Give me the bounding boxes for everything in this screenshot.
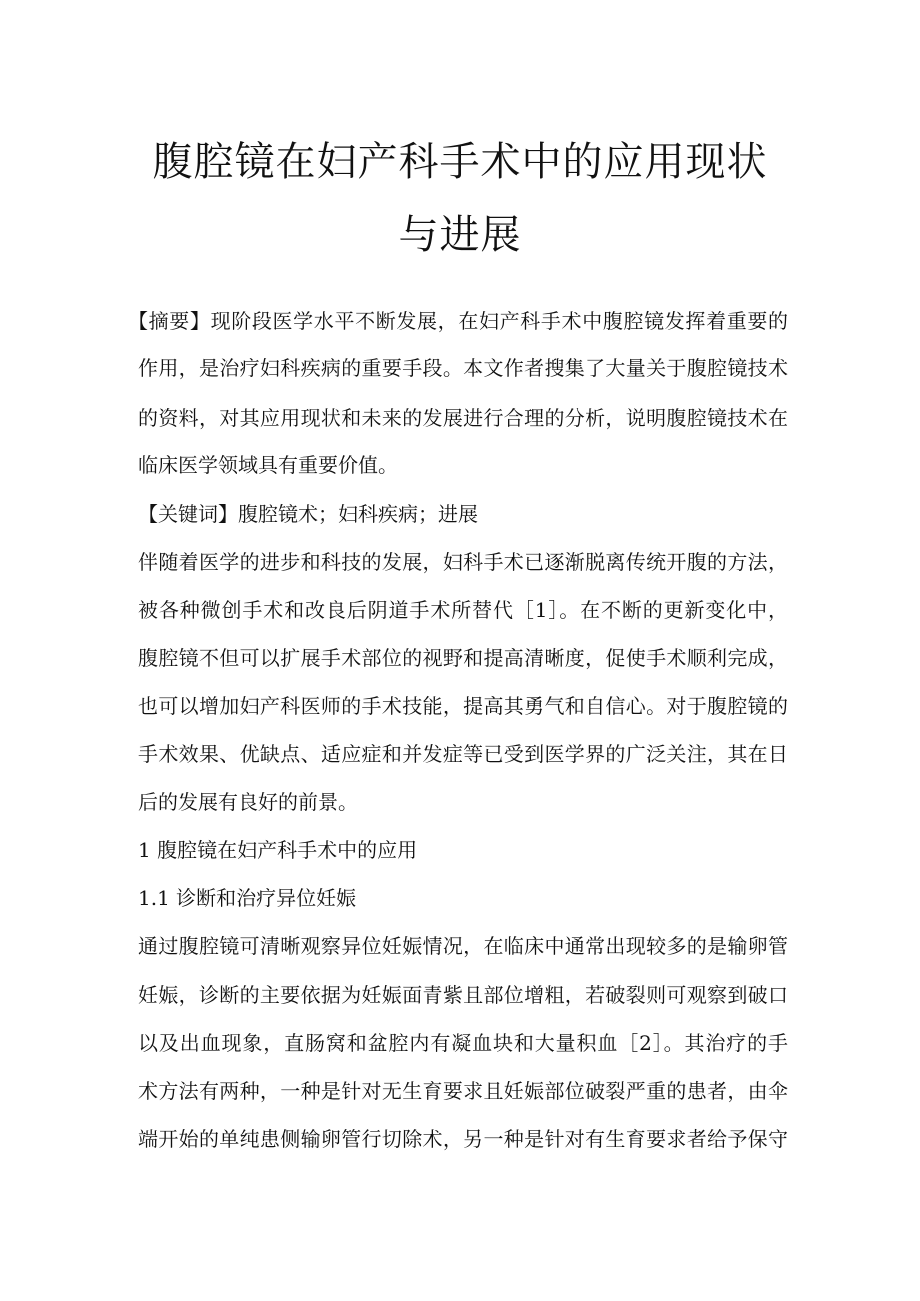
keywords-line: 【关键词】腹腔镜术；妇科疾病；进展	[138, 502, 478, 526]
section-paragraph-line: 以及出血现象，直肠窝和盆腔内有凝血块和大量积血［2］。其治疗的手	[138, 1031, 788, 1055]
abstract-line: 【摘要】现阶段医学水平不断发展，在妇产科手术中腹腔镜发挥着重要的	[128, 309, 788, 333]
document-title-line-2: 与进展	[398, 212, 522, 258]
section-paragraph-line: 术方法有两种，一种是针对无生育要求且妊娠部位破裂严重的患者，由伞	[138, 1079, 788, 1103]
abstract-line: 临床医学领域具有重要价值。	[138, 453, 398, 477]
section-paragraph-line: 通过腹腔镜可清晰观察异位妊娠情况，在临床中通常出现较多的是输卵管	[138, 934, 788, 958]
subsection-heading: 1.1 诊断和治疗异位妊娠	[138, 886, 357, 910]
intro-line: 后的发展有良好的前景。	[138, 790, 358, 814]
abstract-line: 作用，是治疗妇科疾病的重要手段。本文作者搜集了大量关于腹腔镜技术	[138, 356, 788, 380]
intro-line: 被各种微创手术和改良后阴道手术所替代［1］。在不断的更新变化中，	[138, 598, 788, 622]
section-paragraph-line: 端开始的单纯患侧输卵管行切除术，另一种是针对有生育要求者给予保守	[138, 1127, 788, 1151]
intro-line: 手术效果、优缺点、适应症和并发症等已受到医学界的广泛关注，其在日	[138, 742, 788, 766]
section-heading: 1 腹腔镜在妇产科手术中的应用	[138, 838, 418, 862]
abstract-line: 的资料，对其应用现状和未来的发展进行合理的分析，说明腹腔镜技术在	[138, 406, 788, 430]
document-title-line-1: 腹腔镜在妇产科手术中的应用现状	[152, 139, 768, 185]
intro-line: 也可以增加妇产科医师的手术技能，提高其勇气和自信心。对于腹腔镜的	[138, 694, 788, 718]
section-paragraph-line: 妊娠，诊断的主要依据为妊娠面青紫且部位增粗，若破裂则可观察到破口	[138, 983, 788, 1007]
intro-line: 腹腔镜不但可以扩展手术部位的视野和提高清晰度，促使手术顺利完成，	[138, 646, 788, 670]
intro-line: 伴随着医学的进步和科技的发展，妇科手术已逐渐脱离传统开腹的方法，	[138, 550, 788, 574]
